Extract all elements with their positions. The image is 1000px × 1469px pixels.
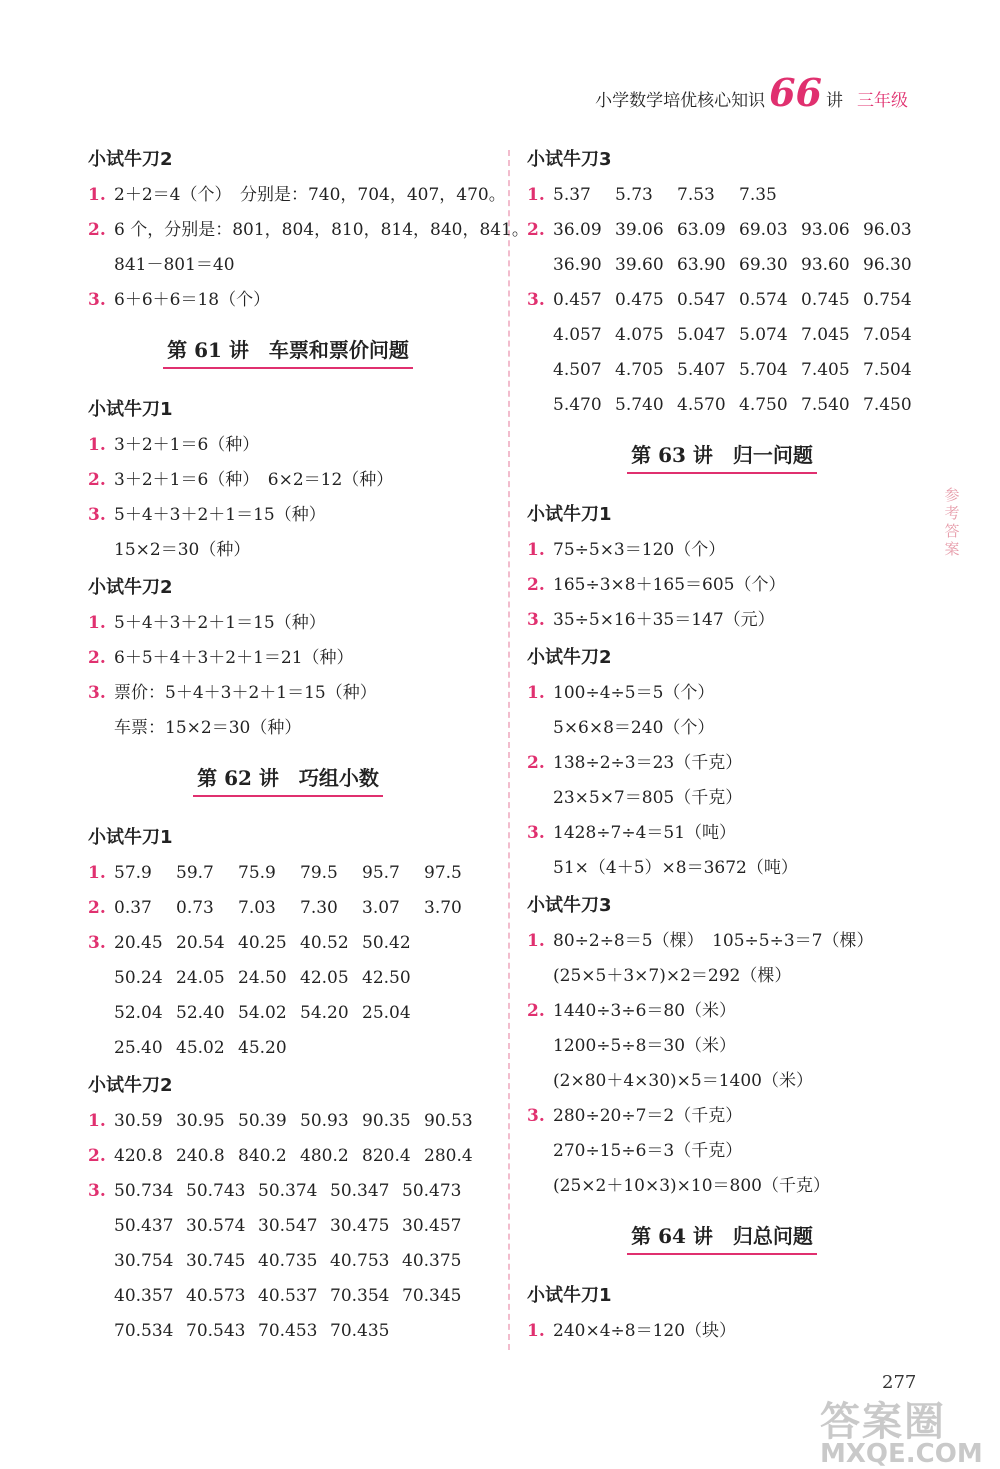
answer-value: 96.03 xyxy=(863,220,912,240)
answer-value: 50.24 xyxy=(114,968,163,988)
header-suffix: 讲 xyxy=(826,91,843,111)
answer-value: 40.573 xyxy=(186,1286,246,1306)
answer-value: 30.95 xyxy=(176,1111,225,1131)
answer-text: 票价：5＋4＋3＋2＋1＝15（种） xyxy=(114,683,377,703)
answer-value: 39.60 xyxy=(615,255,664,275)
section-title: 小试牛刀2 xyxy=(88,1075,173,1096)
answer-value: 0.73 xyxy=(176,898,214,918)
answer-line xyxy=(527,1029,917,1064)
side-char: 参 xyxy=(944,486,960,504)
section-title: 小试牛刀1 xyxy=(527,504,612,525)
answer-text: 3＋2＋1＝6（种） 6×2＝12（种） xyxy=(114,470,394,490)
answer-line xyxy=(88,891,488,926)
answer-value: 5.407 xyxy=(677,360,726,380)
answer-value: 840.2 xyxy=(238,1146,287,1166)
answer-text: 80÷2÷8＝5（棵） 105÷5÷3＝7（棵） xyxy=(553,931,874,951)
answer-line xyxy=(527,816,917,851)
answer-value: 0.475 xyxy=(615,290,664,310)
answer-value: 50.734 xyxy=(114,1181,174,1201)
answer-values xyxy=(553,178,801,213)
answer-text: (25×5＋3×7)×2＝292（棵） xyxy=(553,966,792,986)
answer-number: 3. xyxy=(88,683,106,703)
section-title: 小试牛刀1 xyxy=(88,399,173,420)
answer-value: 820.4 xyxy=(362,1146,411,1166)
answer-text: 270÷15÷6＝3（千克） xyxy=(553,1141,743,1161)
answer-number: 2. xyxy=(88,470,106,490)
answer-line xyxy=(88,1104,488,1139)
answer-value: 20.45 xyxy=(114,933,163,953)
side-label xyxy=(942,486,962,558)
answer-values xyxy=(553,388,925,423)
answer-text: 1200÷5÷8＝30（米） xyxy=(553,1036,737,1056)
answer-line xyxy=(527,959,917,994)
answer-value: 280.4 xyxy=(424,1146,473,1166)
answer-list xyxy=(527,924,917,1204)
answer-value: 7.540 xyxy=(801,395,850,415)
answer-value: 50.473 xyxy=(402,1181,462,1201)
answer-value: 50.93 xyxy=(300,1111,349,1131)
column-divider xyxy=(508,150,510,1350)
answer-list xyxy=(527,676,917,886)
answer-line xyxy=(88,213,529,248)
answer-value: 50.347 xyxy=(330,1181,390,1201)
answer-text: 6＋6＋6＝18（个） xyxy=(114,290,271,310)
answer-line xyxy=(527,676,917,711)
answer-number: 1. xyxy=(527,540,545,560)
answer-line xyxy=(88,676,488,711)
answer-text: 3＋2＋1＝6（种） xyxy=(114,435,260,455)
answer-value: 42.05 xyxy=(300,968,349,988)
answer-value: 0.547 xyxy=(677,290,726,310)
answer-number: 1. xyxy=(527,185,545,205)
page-number: 277 xyxy=(882,1372,917,1393)
answer-number: 1. xyxy=(88,863,106,883)
lecture-61-title: 第 61 讲 车票和票价问题 xyxy=(163,326,413,369)
answer-value: 4.705 xyxy=(615,360,664,380)
lecture-62-title: 第 62 讲 巧组小数 xyxy=(193,754,383,797)
answer-value: 52.04 xyxy=(114,1003,163,1023)
answer-line xyxy=(527,248,917,283)
answer-value: 30.59 xyxy=(114,1111,163,1131)
watermark xyxy=(820,1390,990,1469)
answer-number: 3. xyxy=(88,933,106,953)
answer-value: 0.574 xyxy=(739,290,788,310)
answer-number: 3. xyxy=(88,505,106,525)
answer-list xyxy=(88,606,488,746)
answer-line xyxy=(527,1314,917,1349)
answer-value: 95.7 xyxy=(362,863,400,883)
answer-number: 2. xyxy=(527,753,545,773)
answer-value: 4.750 xyxy=(739,395,788,415)
answer-line xyxy=(527,388,917,423)
answer-values xyxy=(553,283,925,318)
answer-value: 93.06 xyxy=(801,220,850,240)
answer-value: 5.074 xyxy=(739,325,788,345)
answer-value: 30.754 xyxy=(114,1251,174,1271)
header-title: 小学数学培优核心知识 xyxy=(595,91,766,111)
answer-line xyxy=(88,926,488,961)
answer-value: 45.02 xyxy=(176,1038,225,1058)
answer-line xyxy=(527,318,917,353)
answer-number: 2. xyxy=(527,575,545,595)
section-title: 小试牛刀2 xyxy=(527,647,612,668)
answer-value: 97.5 xyxy=(424,863,462,883)
answer-number: 3. xyxy=(88,290,106,310)
answer-values xyxy=(553,248,925,283)
answer-value: 5.470 xyxy=(553,395,602,415)
answer-value: 90.35 xyxy=(362,1111,411,1131)
answer-line xyxy=(88,1174,488,1209)
answer-value: 70.534 xyxy=(114,1321,174,1341)
answer-text: 6＋5＋4＋3＋2＋1＝21（种） xyxy=(114,648,354,668)
answer-value: 240.8 xyxy=(176,1146,225,1166)
section-title: 小试牛刀3 xyxy=(527,895,612,916)
answer-value: 7.045 xyxy=(801,325,850,345)
side-char: 案 xyxy=(944,540,960,558)
answer-value: 24.05 xyxy=(176,968,225,988)
answer-number: 3. xyxy=(88,1181,106,1201)
answer-value: 40.753 xyxy=(330,1251,390,1271)
side-char: 答 xyxy=(944,522,960,540)
answer-values xyxy=(114,1279,474,1314)
answer-text: 5＋4＋3＋2＋1＝15（种） xyxy=(114,505,326,525)
answer-line xyxy=(527,603,917,638)
answer-value: 70.354 xyxy=(330,1286,390,1306)
answer-line xyxy=(527,178,917,213)
answer-text: 23×5×7＝805（千克） xyxy=(553,788,743,808)
answer-line xyxy=(88,1279,488,1314)
answer-list xyxy=(88,428,488,568)
answer-value: 54.02 xyxy=(238,1003,287,1023)
answer-value: 480.2 xyxy=(300,1146,349,1166)
answer-line xyxy=(88,248,488,283)
answer-value: 54.20 xyxy=(300,1003,349,1023)
lecture-heading xyxy=(88,754,488,810)
answer-value: 30.547 xyxy=(258,1216,318,1236)
answer-value: 7.450 xyxy=(863,395,912,415)
answer-line xyxy=(88,178,506,213)
answer-value: 63.09 xyxy=(677,220,726,240)
answer-line xyxy=(527,533,917,568)
answer-value: 4.507 xyxy=(553,360,602,380)
answer-text: 35÷5×16＋35＝147（元） xyxy=(553,610,775,630)
answer-value: 36.90 xyxy=(553,255,602,275)
answer-text: 1440÷3÷6＝80（米） xyxy=(553,1001,737,1021)
answer-number: 3. xyxy=(527,610,545,630)
answer-line xyxy=(88,1314,488,1349)
answer-number: 1. xyxy=(88,185,106,205)
answer-value: 3.07 xyxy=(362,898,400,918)
answer-value: 39.06 xyxy=(615,220,664,240)
answer-line xyxy=(88,283,488,318)
answer-line xyxy=(527,1169,917,1204)
answer-number: 3. xyxy=(527,1106,545,1126)
answer-value: 70.345 xyxy=(402,1286,462,1306)
watermark-line2: MXQE.COM xyxy=(820,1439,983,1469)
answer-value: 30.475 xyxy=(330,1216,390,1236)
answer-number: 2. xyxy=(527,220,545,240)
answer-value: 40.52 xyxy=(300,933,349,953)
answer-values xyxy=(114,961,424,996)
answer-value: 50.437 xyxy=(114,1216,174,1236)
lecture-63-title: 第 63 讲 归一问题 xyxy=(627,431,817,474)
header-number: 66 xyxy=(769,70,822,115)
answer-value: 7.504 xyxy=(863,360,912,380)
answer-text: 51×（4＋5）×8＝3672（吨） xyxy=(553,858,798,878)
side-char: 考 xyxy=(944,504,960,522)
answer-value: 69.03 xyxy=(739,220,788,240)
answer-number: 3. xyxy=(527,290,545,310)
answer-values xyxy=(114,1314,402,1349)
answer-text: 6 个，分别是：801，804，810，814，840，841。 xyxy=(114,220,529,240)
answer-values xyxy=(114,996,424,1031)
answer-line xyxy=(527,568,917,603)
answer-value: 0.745 xyxy=(801,290,850,310)
section-title: 小试牛刀2 xyxy=(88,149,173,170)
answer-value: 3.70 xyxy=(424,898,462,918)
section-title: 小试牛刀1 xyxy=(527,1285,612,1306)
answer-values xyxy=(553,213,925,248)
answer-line xyxy=(527,781,917,816)
answer-value: 420.8 xyxy=(114,1146,163,1166)
answer-value: 52.40 xyxy=(176,1003,225,1023)
answer-list xyxy=(527,178,917,423)
answer-value: 7.30 xyxy=(300,898,338,918)
lecture-64-title: 第 64 讲 归总问题 xyxy=(627,1212,817,1255)
answer-value: 30.457 xyxy=(402,1216,462,1236)
answer-value: 5.047 xyxy=(677,325,726,345)
answer-line xyxy=(88,533,488,568)
right-column xyxy=(527,140,917,1349)
answer-text: 100÷4÷5＝5（个） xyxy=(553,683,715,703)
answer-value: 79.5 xyxy=(300,863,338,883)
answer-value: 7.03 xyxy=(238,898,276,918)
lecture-heading xyxy=(88,326,488,382)
answer-number: 1. xyxy=(88,613,106,633)
answer-line xyxy=(88,641,488,676)
answer-value: 0.457 xyxy=(553,290,602,310)
answer-list xyxy=(88,856,488,1066)
answer-value: 4.570 xyxy=(677,395,726,415)
answer-value: 40.537 xyxy=(258,1286,318,1306)
answer-number: 2. xyxy=(88,648,106,668)
answer-line xyxy=(527,1099,917,1134)
answer-line xyxy=(88,856,488,891)
answer-line xyxy=(527,711,917,746)
answer-value: 59.7 xyxy=(176,863,214,883)
answer-line xyxy=(88,606,488,641)
answer-value: 30.745 xyxy=(186,1251,246,1271)
answer-line xyxy=(88,498,488,533)
answer-values xyxy=(114,1104,486,1139)
answer-value: 25.04 xyxy=(362,1003,411,1023)
answer-value: 50.39 xyxy=(238,1111,287,1131)
answer-value: 40.735 xyxy=(258,1251,318,1271)
answer-line xyxy=(88,1244,488,1279)
answer-value: 5.73 xyxy=(615,185,653,205)
answer-text: 280÷20÷7＝2（千克） xyxy=(553,1106,743,1126)
answer-text: 240×4÷8＝120（块） xyxy=(553,1321,737,1341)
answer-value: 96.30 xyxy=(863,255,912,275)
header-grade: 三年级 xyxy=(857,91,908,111)
answer-value: 0.754 xyxy=(863,290,912,310)
answer-value: 4.057 xyxy=(553,325,602,345)
answer-value: 0.37 xyxy=(114,898,152,918)
answer-value: 69.30 xyxy=(739,255,788,275)
answer-text: 75÷5×3＝120（个） xyxy=(553,540,726,560)
answer-value: 25.40 xyxy=(114,1038,163,1058)
answer-number: 2. xyxy=(88,898,106,918)
answer-text: 5×6×8＝240（个） xyxy=(553,718,715,738)
answer-text: 车票：15×2＝30（种） xyxy=(114,718,302,738)
answer-value: 4.075 xyxy=(615,325,664,345)
answer-values xyxy=(114,1139,486,1174)
answer-value: 5.704 xyxy=(739,360,788,380)
answer-line xyxy=(88,961,488,996)
answer-number: 1. xyxy=(527,1321,545,1341)
answer-list xyxy=(88,1104,488,1349)
lecture-heading xyxy=(527,1212,917,1268)
answer-value: 40.375 xyxy=(402,1251,462,1271)
answer-value: 5.37 xyxy=(553,185,591,205)
answer-line xyxy=(527,746,917,781)
answer-text: (2×80＋4×30)×5＝1400（米） xyxy=(553,1071,813,1091)
left-column xyxy=(88,140,529,1349)
answer-line xyxy=(527,994,917,1029)
answer-number: 1. xyxy=(88,435,106,455)
answer-line xyxy=(88,1209,488,1244)
answer-value: 63.90 xyxy=(677,255,726,275)
answer-value: 70.453 xyxy=(258,1321,318,1341)
answer-number: 1. xyxy=(527,931,545,951)
answer-text: 15×2＝30（种） xyxy=(114,540,251,560)
answer-line xyxy=(527,353,917,388)
answer-number: 2. xyxy=(527,1001,545,1021)
answer-value: 75.9 xyxy=(238,863,276,883)
answer-line xyxy=(88,711,488,746)
answer-text: (25×2＋10×3)×10＝800（千克） xyxy=(553,1176,830,1196)
answer-value: 5.740 xyxy=(615,395,664,415)
answer-value: 57.9 xyxy=(114,863,152,883)
answer-values xyxy=(114,856,486,891)
answer-line xyxy=(88,428,488,463)
answer-values xyxy=(553,353,925,388)
answer-text: 165÷3×8＋165＝605（个） xyxy=(553,575,786,595)
answer-value: 70.435 xyxy=(330,1321,390,1341)
answer-value: 50.42 xyxy=(362,933,411,953)
answer-value: 7.35 xyxy=(739,185,777,205)
answer-value: 90.53 xyxy=(424,1111,473,1131)
answer-values xyxy=(553,318,925,353)
answer-number: 1. xyxy=(88,1111,106,1131)
answer-text: 2＋2＝4（个） 分别是：740，704，407，470。 xyxy=(114,185,506,205)
answer-value: 70.543 xyxy=(186,1321,246,1341)
answer-line xyxy=(527,1134,917,1169)
answer-value: 93.60 xyxy=(801,255,850,275)
answer-number: 2. xyxy=(88,220,106,240)
answer-line xyxy=(527,213,917,248)
answer-value: 40.25 xyxy=(238,933,287,953)
answer-line xyxy=(527,924,917,959)
section-title: 小试牛刀3 xyxy=(527,149,612,170)
answer-line xyxy=(88,463,488,498)
page-header xyxy=(595,70,908,115)
answer-value: 36.09 xyxy=(553,220,602,240)
section-title: 小试牛刀2 xyxy=(88,577,173,598)
answer-list xyxy=(527,533,917,638)
answer-value: 20.54 xyxy=(176,933,225,953)
answer-text: 1428÷7÷4＝51（吨） xyxy=(553,823,737,843)
answer-values xyxy=(114,1244,474,1279)
answer-values xyxy=(114,1174,474,1209)
answer-text: 138÷2÷3＝23（千克） xyxy=(553,753,743,773)
answer-number: 1. xyxy=(527,683,545,703)
answer-line xyxy=(527,851,917,886)
answer-value: 7.054 xyxy=(863,325,912,345)
answer-line xyxy=(88,1031,488,1066)
answer-number: 2. xyxy=(88,1146,106,1166)
answer-value: 50.374 xyxy=(258,1181,318,1201)
answer-line xyxy=(88,996,488,1031)
answer-number: 3. xyxy=(527,823,545,843)
answer-line xyxy=(527,1064,917,1099)
answer-value: 7.53 xyxy=(677,185,715,205)
answer-value: 40.357 xyxy=(114,1286,174,1306)
answer-value: 24.50 xyxy=(238,968,287,988)
answer-value: 30.574 xyxy=(186,1216,246,1236)
answer-values xyxy=(114,1031,300,1066)
answer-value: 50.743 xyxy=(186,1181,246,1201)
answer-text: 841－801＝40 xyxy=(114,255,235,275)
watermark-line1: 答案圈 xyxy=(820,1399,946,1445)
answer-value: 7.405 xyxy=(801,360,850,380)
answer-text: 5＋4＋3＋2＋1＝15（种） xyxy=(114,613,326,633)
answer-values xyxy=(114,891,486,926)
answer-list xyxy=(527,1314,917,1349)
answer-list xyxy=(88,178,529,318)
section-title: 小试牛刀1 xyxy=(88,827,173,848)
answer-value: 42.50 xyxy=(362,968,411,988)
answer-value: 45.20 xyxy=(238,1038,287,1058)
lecture-heading xyxy=(527,431,917,487)
answer-line xyxy=(527,283,917,318)
answer-values xyxy=(114,926,424,961)
answer-values xyxy=(114,1209,474,1244)
answer-line xyxy=(88,1139,488,1174)
